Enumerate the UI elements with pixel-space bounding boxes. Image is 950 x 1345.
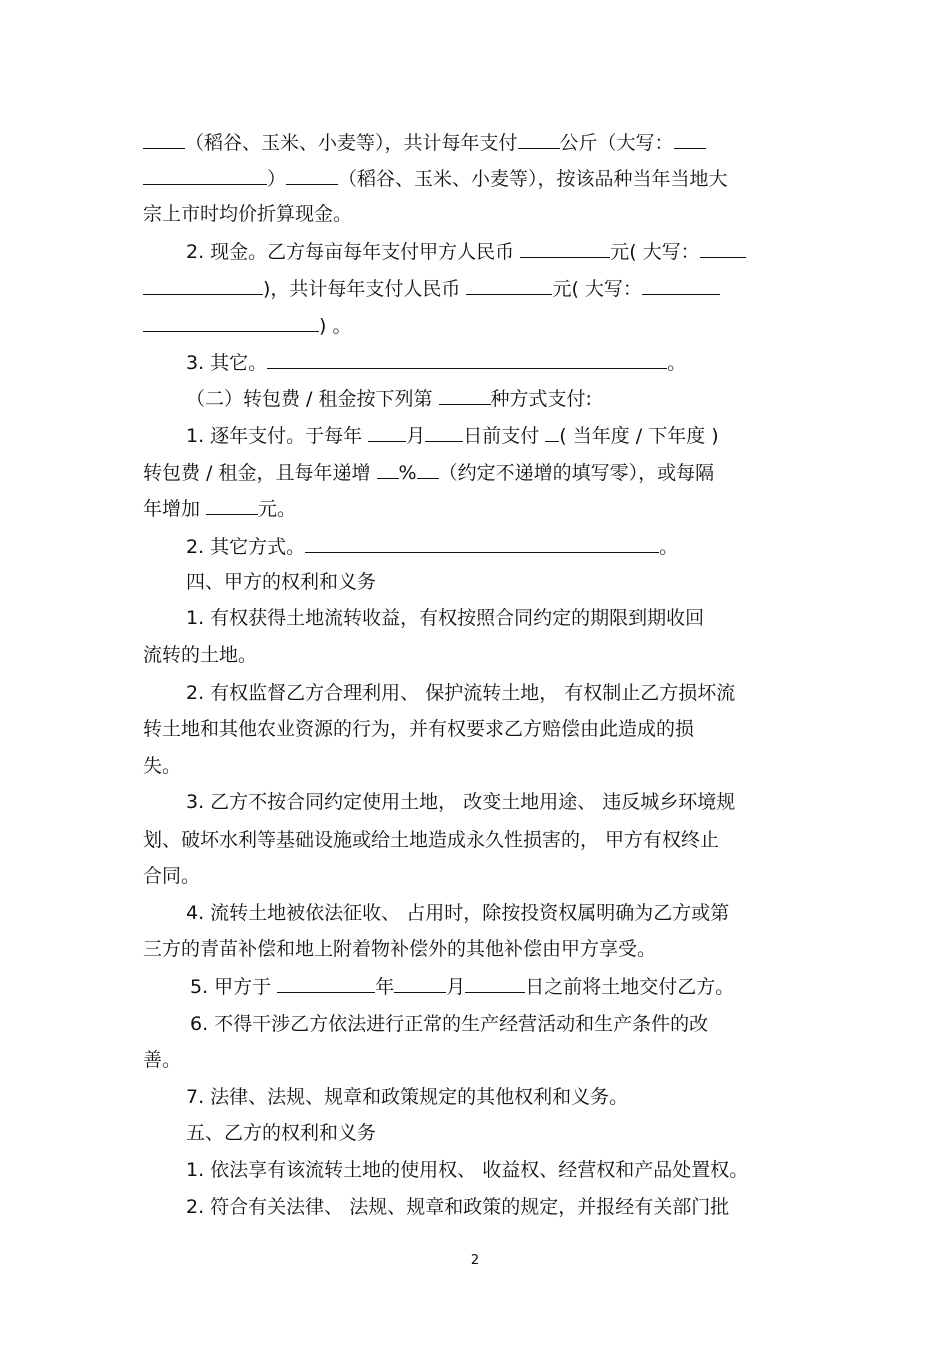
section-heading xyxy=(186,1121,376,1145)
text-line xyxy=(143,460,714,485)
blank-field xyxy=(143,166,267,185)
text-segment: 三方的青苗补偿和地上附着物补偿外的其他补偿由甲方享受。 xyxy=(143,938,657,960)
text-line xyxy=(143,717,694,741)
blank-field xyxy=(466,276,552,295)
blank-field xyxy=(143,130,185,149)
text-segment: 元( 大写： xyxy=(610,241,700,263)
text-segment: （稻谷、玉米、小麦等），共计每年支付 xyxy=(185,132,518,154)
text-segment: 日前支付 xyxy=(463,425,546,447)
text-segment: 1. 逐年支付。于每年 xyxy=(186,425,369,447)
text-segment: 7. 法律、法规、规章和政策规定的其他权利和义务。 xyxy=(186,1086,629,1108)
text-line xyxy=(186,423,719,448)
text-segment: 划、破坏水利等基础设施或给土地造成永久性损害的， 甲方有权终止 xyxy=(143,829,720,851)
blank-field xyxy=(368,423,406,442)
blank-field xyxy=(439,386,491,405)
blank-field xyxy=(206,496,258,515)
text-line xyxy=(143,937,656,961)
blank-field xyxy=(674,130,706,149)
text-line xyxy=(143,864,200,888)
text-segment: 1. 有权获得土地流转收益，有权按照合同约定的期限到期收回 xyxy=(186,607,705,629)
text-line xyxy=(186,1158,748,1182)
text-segment: 元( 大写： xyxy=(552,278,642,300)
text-segment: 转土地和其他农业资源的行为，并有权要求乙方赔偿由此造成的损 xyxy=(143,718,695,740)
text-line xyxy=(186,1085,628,1109)
text-line xyxy=(143,828,719,852)
text-segment: 月 xyxy=(406,425,426,447)
text-line xyxy=(190,1012,708,1036)
blank-field xyxy=(267,350,667,369)
blank-field xyxy=(305,534,659,553)
text-segment: 日之前将土地交付乙方。 xyxy=(525,976,735,998)
text-line xyxy=(143,754,181,778)
page-number: 2 xyxy=(470,1253,480,1268)
text-segment: 种方式支付: xyxy=(490,388,592,410)
text-segment: 3. 其它。 xyxy=(186,352,268,374)
text-segment: 年 xyxy=(375,976,395,998)
text-line xyxy=(186,350,686,375)
text-line xyxy=(186,901,729,925)
text-segment: 2. 符合有关法律、 法规、规章和政策的规定，并报经有关部门批 xyxy=(186,1196,730,1218)
text-line xyxy=(143,1048,181,1072)
text-line xyxy=(143,643,257,667)
text-segment: 2. 现金。乙方每亩每年支付甲方人民币 xyxy=(186,241,521,263)
blank-field xyxy=(465,974,525,993)
text-segment: 6. 不得干涉乙方依法进行正常的生产经营活动和生产条件的改 xyxy=(190,1013,709,1035)
text-segment: 五、乙方的权利和义务 xyxy=(186,1122,377,1144)
text-segment: 。 xyxy=(659,536,679,558)
text-segment: % xyxy=(398,462,417,484)
blank-field xyxy=(425,423,463,442)
text-segment: 元。 xyxy=(258,498,297,520)
text-segment: 2. 其它方式。 xyxy=(186,536,306,558)
text-line xyxy=(186,534,678,559)
blank-field xyxy=(545,423,559,442)
text-segment: 。 xyxy=(667,352,687,374)
text-segment: ) 。 xyxy=(319,315,352,337)
text-line xyxy=(143,496,296,521)
text-segment: 合同。 xyxy=(143,865,201,887)
blank-field xyxy=(143,276,263,295)
text-line xyxy=(186,790,735,814)
section-heading xyxy=(186,570,376,594)
text-line xyxy=(143,166,728,191)
text-line xyxy=(186,681,735,705)
text-line xyxy=(143,276,720,301)
text-segment: （二）转包费 / 租金按下列第 xyxy=(186,388,439,410)
blank-field xyxy=(520,239,610,258)
blank-field xyxy=(518,130,560,149)
text-segment: 1. 依法享有该流转土地的使用权、 收益权、经营权和产品处置权。 xyxy=(186,1159,749,1181)
blank-field xyxy=(394,974,446,993)
text-segment: （约定不递增的填写零），或每隔 xyxy=(438,462,715,484)
text-segment: 4. 流转土地被依法征收、 占用时，除按投资权属明确为乙方或第 xyxy=(186,902,730,924)
blank-field xyxy=(377,460,399,479)
text-segment: 流转的土地。 xyxy=(143,644,258,666)
blank-field xyxy=(417,460,439,479)
text-segment: 失。 xyxy=(143,755,182,777)
text-segment: 月 xyxy=(446,976,466,998)
text-segment: 3. 乙方不按合同约定使用土地， 改变土地用途、 违反城乡环境规 xyxy=(186,791,736,813)
text-line xyxy=(143,130,706,155)
text-segment: ） xyxy=(267,168,287,190)
blank-field xyxy=(700,239,746,258)
text-line xyxy=(190,974,734,999)
text-segment: （稻谷、玉米、小麦等），按该品种当年当地大 xyxy=(338,168,728,190)
blank-field xyxy=(642,276,720,295)
text-segment: 四、甲方的权利和义务 xyxy=(186,571,377,593)
text-segment: 善。 xyxy=(143,1049,182,1071)
text-segment: 5. 甲方于 xyxy=(190,976,278,998)
text-line xyxy=(143,313,351,338)
text-line xyxy=(186,606,704,630)
blank-field xyxy=(286,166,338,185)
text-segment: 2. 有权监督乙方合理利用、 保护流转土地， 有权制止乙方损坏流 xyxy=(186,682,736,704)
text-segment: ( 当年度 / 下年度 ) xyxy=(559,425,719,447)
blank-field xyxy=(277,974,375,993)
text-segment: 公斤（大写： xyxy=(559,132,674,154)
text-line xyxy=(143,202,352,226)
blank-field xyxy=(143,313,319,332)
text-segment: 年增加 xyxy=(143,498,207,520)
text-line xyxy=(186,1195,729,1219)
text-line xyxy=(186,386,592,411)
text-segment: 转包费 / 租金，且每年递增 xyxy=(143,462,377,484)
text-segment: 宗上市时均价折算现金。 xyxy=(143,203,353,225)
text-segment: )，共计每年支付人民币 xyxy=(263,278,467,300)
text-line xyxy=(186,239,746,264)
